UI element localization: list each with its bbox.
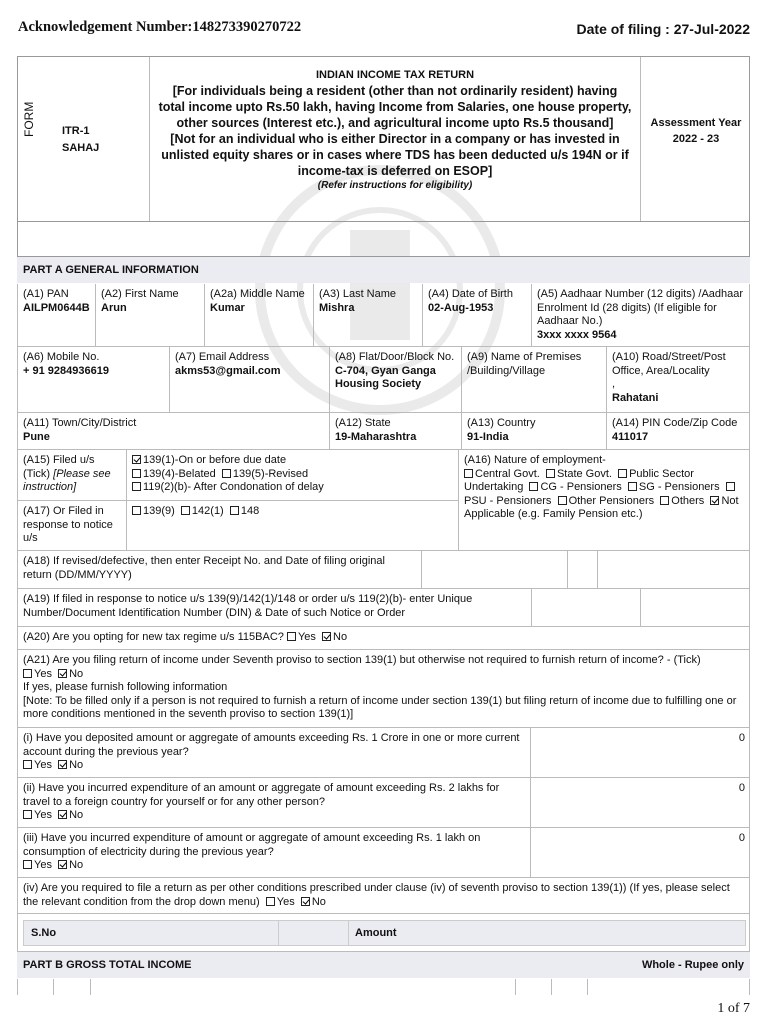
a20-no-checkbox[interactable] <box>322 632 331 641</box>
email-value: akms53@gmail.com <box>175 364 281 377</box>
q2-yes-label: Yes <box>34 809 52 821</box>
country-value: 91-India <box>467 430 509 443</box>
a15-note: [Please see instruction] <box>23 467 111 493</box>
a17-label: (A17) Or Filed in response to notice u/s <box>23 505 113 544</box>
a9-label: (A9) Name of Premises /Building/Village <box>467 351 582 377</box>
q1-amount: 0 <box>738 732 745 744</box>
q2-amount: 0 <box>738 782 745 794</box>
a8-label: (A8) Flat/Door/Block No. <box>335 351 455 363</box>
q1-no-checkbox[interactable] <box>58 760 67 769</box>
acknowledgement-number: Acknowledgement Number:148273390270722 <box>18 19 302 35</box>
a16-label: (A16) Nature of employment- <box>464 454 606 466</box>
form-title-box <box>17 56 750 222</box>
form-word: FORM <box>22 101 36 137</box>
a15-label: (A15) Filed u/s (Tick) <box>23 454 95 480</box>
a21-no-checkbox[interactable] <box>58 669 67 678</box>
q4-yes-checkbox[interactable] <box>266 897 275 906</box>
dob-value: 02-Aug-1953 <box>428 301 494 314</box>
a11-label: (A11) Town/City/District <box>23 417 137 429</box>
q3-text: (iii) Have you incurred expenditure of amount or aggregate of amount exceeding Rs. 1 lakh on consumption of electricity during the previous year? <box>23 832 481 858</box>
a16-opt7-label: Other Pensioners <box>568 494 655 507</box>
row-q1 <box>17 728 750 778</box>
other-pensioners-checkbox[interactable] <box>558 496 567 505</box>
q1-no-label: No <box>69 759 84 771</box>
row-a21 <box>17 650 750 728</box>
a15-opt4-label: 119(2)(b)- After Condonation of delay <box>143 481 324 493</box>
cg-pensioners-checkbox[interactable] <box>529 482 538 491</box>
not-applicable-checkbox[interactable] <box>710 496 719 505</box>
q1-yes-checkbox[interactable] <box>23 760 32 769</box>
a16-opt1-label: Central Govt. <box>475 467 540 480</box>
blank-row <box>17 222 750 257</box>
city-value: Pune <box>23 430 50 443</box>
central-govt-checkbox[interactable] <box>464 469 473 478</box>
state-govt-checkbox[interactable] <box>546 469 555 478</box>
a2a-label: (A2a) Middle Name <box>210 288 305 300</box>
a6-label: (A6) Mobile No. <box>23 351 100 363</box>
a15-139-1-checkbox[interactable] <box>132 455 141 464</box>
form-name: SAHAJ <box>62 142 100 154</box>
row-q3 <box>17 828 750 878</box>
a15-119-checkbox[interactable] <box>132 482 141 491</box>
q1-text: (i) Have you deposited amount or aggregate of amounts exceeding Rs. 1 Crore in one or more current account during the previous year? <box>23 732 520 758</box>
a19-din-field[interactable] <box>532 589 641 626</box>
a18-spacer <box>568 551 598 588</box>
row-a11-a14 <box>17 413 750 450</box>
form-description-2: [Not for an individual who is either Director in a company or has invested in unlisted equity shares or in cases where TDS has been deducted u/s 194N or if income-tax is deferred on ESOP] <box>161 132 629 178</box>
middle-name-value: Kumar <box>210 301 245 314</box>
a21-label: (A21) Are you filing return of income under Seventh proviso to section 139(1) but otherwise not required to furnish return of income? - (Tick) <box>23 654 701 666</box>
q4-yes-label: Yes <box>276 895 295 908</box>
row-q4 <box>17 878 750 914</box>
a16-opt9-label: Not Applicable (e.g. Family Pension etc.) <box>464 494 739 520</box>
q2-no-checkbox[interactable] <box>58 810 67 819</box>
a16-opt4-label: CG - Pensioners <box>540 481 622 493</box>
a15-opt3-label: 139(5)-Revised <box>232 467 309 480</box>
part-b-first-row <box>17 979 750 995</box>
a21-yes-checkbox[interactable] <box>23 669 32 678</box>
a2-label: (A2) First Name <box>101 288 179 300</box>
date-of-filing: Date of filing : 27-Jul-2022 <box>576 21 750 37</box>
a16-opt3-label: Public Sector Undertaking <box>464 467 694 493</box>
part-b-rupee-note: Whole - Rupee only <box>641 959 744 971</box>
psu-pensioners-checkbox[interactable] <box>726 482 735 491</box>
q3-amount: 0 <box>738 832 745 844</box>
a7-label: (A7) Email Address <box>175 351 270 363</box>
a10-label: (A10) Road/Street/Post Office, Area/Locality <box>612 351 726 377</box>
q3-yes-label: Yes <box>34 859 52 871</box>
q4-no-checkbox[interactable] <box>301 897 310 906</box>
a17-148-checkbox[interactable] <box>230 506 239 515</box>
q3-no-label: No <box>69 859 84 871</box>
sno-header: S.No <box>24 921 279 945</box>
sno-amount-row <box>17 914 750 952</box>
page-number: 1 of 7 <box>717 1001 750 1016</box>
a16-opt8-label: Others <box>671 494 705 507</box>
q3-yes-checkbox[interactable] <box>23 860 32 869</box>
a15-opt1-label: 139(1)-On or before due date <box>143 454 287 466</box>
q2-no-label: No <box>69 809 84 821</box>
row-q2 <box>17 778 750 828</box>
form-title: INDIAN INCOME TAX RETURN <box>315 69 475 81</box>
q4-no-label: No <box>311 895 326 908</box>
q2-yes-checkbox[interactable] <box>23 810 32 819</box>
aadhaar-value: 3xxx xxxx 9564 <box>537 328 617 341</box>
a16-opt5-label: SG - Pensioners <box>638 481 720 493</box>
amount-header: Amount <box>355 927 397 939</box>
mobile-value: + 91 9284936619 <box>23 364 109 377</box>
q3-no-checkbox[interactable] <box>58 860 67 869</box>
q2-text: (ii) Have you incurred expenditure of an amount or aggregate of amount exceeding Rs. 2 lakhs for travel to a foreign country for yourself or for any other person? <box>23 782 500 808</box>
a3-label: (A3) Last Name <box>319 288 397 300</box>
form-description-1: [For individuals being a resident (other than not ordinarily resident) having total income upto Rs.50 lakh, having Income from Salaries, one house property, other sources (Interest etc.), and agricultural income upto Rs.5 thousand] <box>158 84 632 130</box>
a1-label: (A1) PAN <box>23 288 69 300</box>
form-note: (Refer instructions for eligibility) <box>317 180 473 191</box>
a4-label: (A4) Date of Birth <box>428 288 513 300</box>
a17-opt2-label: 142(1) <box>191 505 224 517</box>
a15-139-4-checkbox[interactable] <box>132 469 141 478</box>
others-checkbox[interactable] <box>660 496 669 505</box>
part-a-title: PART A GENERAL INFORMATION <box>17 257 750 283</box>
q1-yes-label: Yes <box>34 759 52 771</box>
a20-yes-label: Yes <box>297 631 316 643</box>
a15-139-5-checkbox[interactable] <box>222 469 231 478</box>
pin-value: 411017 <box>612 430 649 443</box>
row-a20 <box>17 627 750 650</box>
row-a6-a10 <box>17 347 750 413</box>
part-b-title-text: PART B GROSS TOTAL INCOME <box>23 959 192 971</box>
a20-yes-checkbox[interactable] <box>287 632 296 641</box>
a17-opt3-label: 148 <box>240 505 260 517</box>
a21-no-label: No <box>69 667 84 680</box>
a17-opt1-label: 139(9) <box>143 505 175 517</box>
pan-value: AILPM0644B <box>23 301 90 314</box>
a16-opt6-label: PSU - Pensioners <box>464 494 552 507</box>
a20-label: (A20) Are you opting for new tax regime u/s 115BAC? <box>23 631 284 643</box>
a14-label: (A14) PIN Code/Zip Code <box>612 417 738 429</box>
a13-label: (A13) Country <box>467 417 536 429</box>
row-a18 <box>17 551 750 589</box>
a18-date-field[interactable] <box>598 551 750 588</box>
locality-value: Rahatani <box>612 391 659 404</box>
a20-no-label: No <box>333 631 348 643</box>
row-a1-a5 <box>17 284 750 347</box>
a16-opt2-label: State Govt. <box>556 467 612 480</box>
part-b-title <box>17 952 750 978</box>
a19-label: (A19) If filed in response to notice u/s 139(9)/142(1)/148 or order u/s 119(2)(b)- enter Unique Number/Document Identification Number (DIN) & Date of such Notice or Order <box>23 593 473 619</box>
a21-if-yes: If yes, please furnish following information <box>23 681 228 693</box>
state-value: 19-Maharashtra <box>335 430 417 443</box>
a17-139-9-checkbox[interactable] <box>132 506 141 515</box>
a12-label: (A12) State <box>335 417 391 429</box>
a5-label: (A5) Aadhaar Number (12 digits) /Aadhaar Enrolment Id (28 digits) (If eligible for Aadhaar No.) <box>537 288 744 327</box>
a18-receipt-field[interactable] <box>422 551 568 588</box>
psu-checkbox[interactable] <box>618 469 627 478</box>
a10-separator: , <box>612 378 616 390</box>
row-a19 <box>17 589 750 627</box>
a21-yes-label: Yes <box>34 667 52 680</box>
a18-label: (A18) If revised/defective, then enter Receipt No. and Date of filing original return (DD/MM/YYYY) <box>23 555 385 581</box>
row-a15-a17 <box>17 450 750 551</box>
a15-opt2-label: 139(4)-Belated <box>143 467 216 480</box>
last-name-value: Mishra <box>319 301 355 314</box>
a21-note: [Note: To be filled only if a person is not required to furnish a return of income under section 139(1) but filing return of income due to fulfilling one or more conditions mentioned in the seventh proviso to section 139(1)] <box>23 694 737 720</box>
flat-value: C-704, Gyan Ganga Housing Society <box>335 364 436 390</box>
sg-pensioners-checkbox[interactable] <box>628 482 637 491</box>
form-code: ITR-1 <box>62 125 90 137</box>
a19-date-field[interactable] <box>641 589 750 626</box>
q4-text: (iv) Are you required to file a return as per other conditions prescribed under clause (iv) of seventh proviso to section 139(1)) (If yes, please select the relevant condition from the drop down menu) <box>23 882 730 908</box>
assessment-year-value: 2022 - 23 <box>672 133 720 145</box>
first-name-value: Arun <box>101 301 127 314</box>
a17-142-1-checkbox[interactable] <box>181 506 190 515</box>
assessment-year-label: Assessment Year <box>650 117 742 129</box>
